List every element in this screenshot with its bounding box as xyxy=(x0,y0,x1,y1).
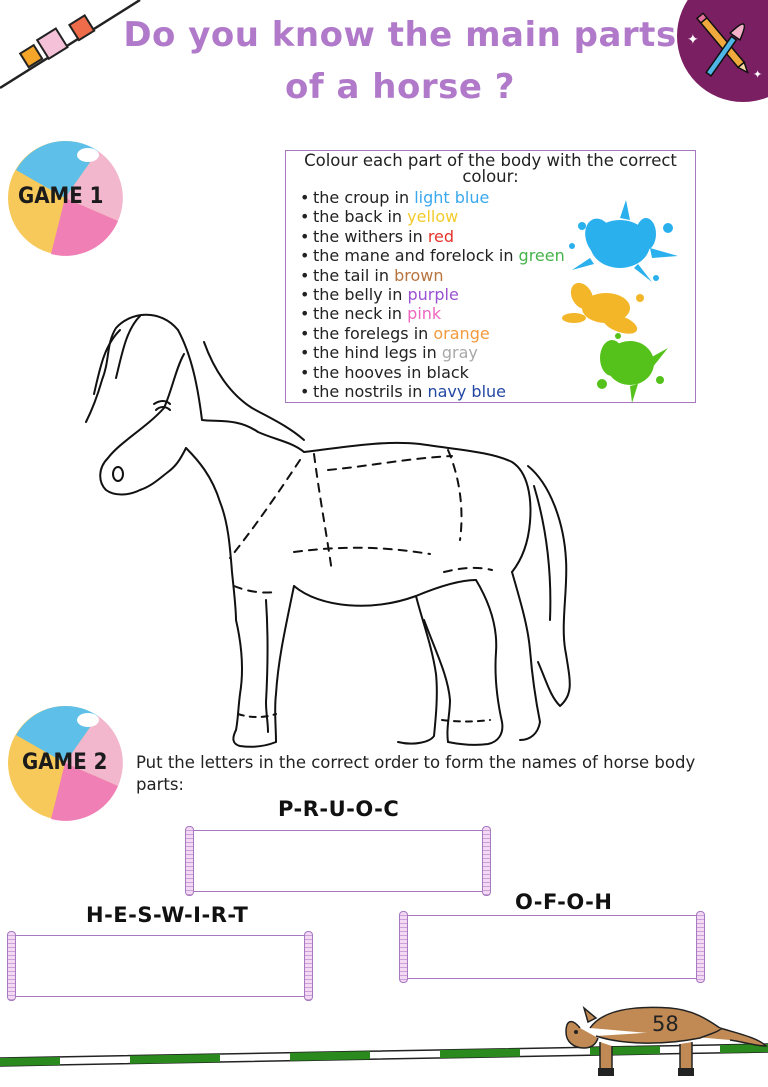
body-part-text: the tail in xyxy=(313,265,395,285)
body-part-text: the neck in xyxy=(313,304,408,324)
answer-box-1[interactable] xyxy=(190,830,486,892)
svg-text:✦: ✦ xyxy=(753,68,763,81)
body-part-text: the forelegs in xyxy=(313,323,434,343)
answer-box-2[interactable] xyxy=(12,935,308,997)
pony-page-number-decoration xyxy=(560,998,768,1084)
colour-word: purple xyxy=(407,285,459,305)
colour-instruction-item xyxy=(300,246,565,265)
colour-word: red xyxy=(427,226,455,246)
scrambled-word-1: P-R-U-O-C xyxy=(278,797,400,821)
body-part-text: the mane and forelock in xyxy=(313,246,519,266)
body-part-text: the belly in xyxy=(313,285,408,305)
body-part-text: the back in xyxy=(313,207,408,227)
page-number: 58 xyxy=(652,1012,679,1036)
colour-word: green xyxy=(518,246,565,266)
colour-word: navy blue xyxy=(427,382,507,402)
horse-outline-drawing xyxy=(80,290,580,760)
colour-word: black xyxy=(426,362,469,382)
body-part-text: the hooves in xyxy=(313,362,427,382)
colour-word: pink xyxy=(407,304,442,324)
game-2-label: GAME 2 xyxy=(22,750,108,775)
colour-instruction-item xyxy=(300,227,565,246)
body-part-text: the hind legs in xyxy=(313,343,442,363)
page-title-line-1: Do you know the main parts xyxy=(123,15,677,55)
art-supplies-icon xyxy=(675,0,768,104)
colour-instruction-item xyxy=(300,207,565,226)
colour-instruction-item xyxy=(300,188,565,207)
colour-word: brown xyxy=(394,265,444,285)
game-1-label: GAME 1 xyxy=(18,184,104,209)
body-part-text: the croup in xyxy=(313,188,415,207)
colour-word: orange xyxy=(433,323,490,343)
scrambled-word-3: O-F-O-H xyxy=(515,890,613,914)
body-part-text: the withers in xyxy=(313,226,428,246)
answer-box-3[interactable] xyxy=(404,915,700,979)
colour-word: gray xyxy=(441,343,478,363)
page-title-line-2: of a horse ? xyxy=(285,67,515,107)
body-part-text: the nostrils in xyxy=(313,382,428,402)
colour-word: yellow xyxy=(407,207,459,227)
colour-word: light blue xyxy=(414,188,490,207)
colour-instruction-item xyxy=(300,266,565,285)
svg-text:✦: ✦ xyxy=(687,32,699,48)
unscramble-instruction: Put the letters in the correct order to form the names of horse body parts: xyxy=(136,753,696,794)
scrambled-word-2: H-E-S-W-I-R-T xyxy=(86,903,249,927)
colour-instructions-heading: Colour each part of the body with the correct colour: xyxy=(304,151,677,186)
